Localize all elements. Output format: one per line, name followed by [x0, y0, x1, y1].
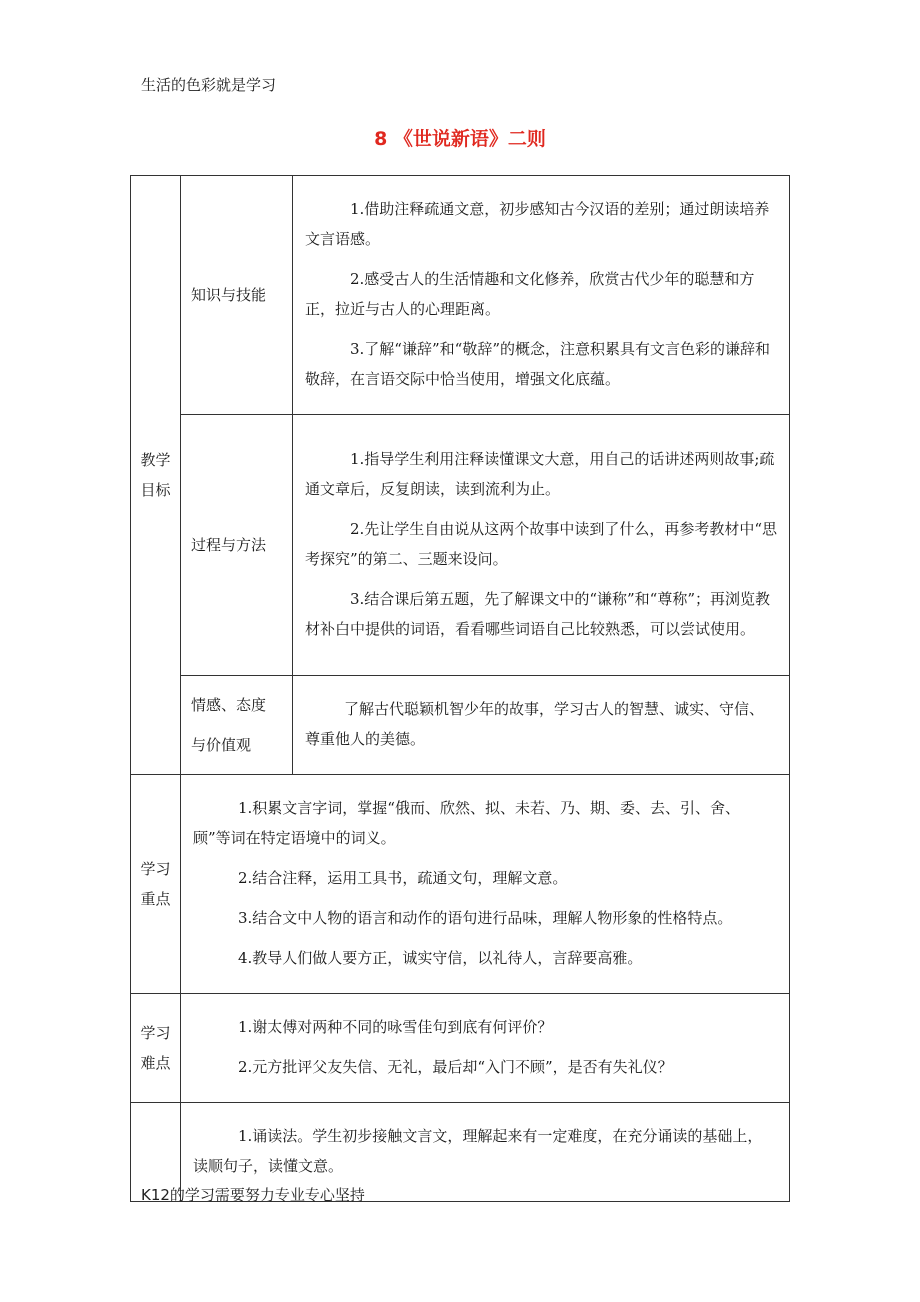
page-header: 生活的色彩就是学习	[141, 76, 277, 94]
key-point-item: 1.积累文言字词，掌握“俄而、欣然、拟、未若、乃、期、委、去、引、舍、顾”等词在特定语境中的词义。	[193, 799, 740, 847]
knowledge-content	[293, 176, 790, 415]
objective-knowledge-row	[131, 176, 790, 415]
lesson-title: 8 《世说新语》二则	[374, 128, 546, 150]
method-item: 1.诵读法。学生初步接触文言文，理解起来有一定难度，在充分诵读的基础上，读顺句子，读懂文意。	[193, 1127, 763, 1175]
lesson-plan-table	[130, 175, 790, 1202]
knowledge-item: 1.借助注释疏通文意，初步感知古今汉语的差别；通过朗读培养文言语感。	[305, 200, 770, 248]
difficulties-row	[131, 994, 790, 1103]
emotion-label-line1: 情感、态度	[191, 696, 267, 714]
key-points-content	[181, 775, 790, 994]
emotion-content	[293, 676, 790, 775]
knowledge-item: 2.感受古人的生活情趣和文化修养，欣赏古代少年的聪慧和方正，拉近与古人的心理距离。	[305, 270, 755, 318]
difficulties-category-line1: 学习	[140, 1024, 171, 1042]
knowledge-label: 知识与技能	[181, 176, 293, 415]
key-points-category-line2: 重点	[140, 890, 171, 908]
emotion-item: 了解古代聪颖机智少年的故事，学习古人的智慧、诚实、守信、尊重他人的美德。	[305, 700, 765, 748]
key-point-item: 2.结合注释，运用工具书，疏通文句，理解文意。	[238, 869, 568, 887]
knowledge-item: 3.了解“谦辞”和“敬辞”的概念，注意积累具有文言色彩的谦辞和敬辞，在言语交际中恰当使用，增强文化底蕴。	[305, 340, 770, 388]
key-points-category-line1: 学习	[140, 860, 171, 878]
process-content	[293, 415, 790, 676]
objectives-category-line2: 目标	[140, 481, 171, 499]
difficulties-category-line2: 难点	[140, 1054, 171, 1072]
process-label: 过程与方法	[181, 415, 293, 676]
objective-emotion-row	[131, 676, 790, 775]
objectives-category	[131, 176, 181, 775]
page-footer: K12的学习需要努力专业专心坚持	[141, 1186, 365, 1204]
process-item: 2.先让学生自由说从这两个故事中读到了什么，再参考教材中“思考探究”的第二、三题来设问。	[305, 520, 777, 568]
difficulty-item: 2.元方批评父友失信、无礼，最后却“入门不顾”，是否有失礼仪？	[238, 1058, 673, 1076]
difficulties-content	[181, 994, 790, 1103]
difficulty-item: 1.谢太傅对两种不同的咏雪佳句到底有何评价？	[238, 1018, 553, 1036]
process-item: 1.指导学生利用注释读懂课文大意，用自己的话讲述两则故事;疏通文章后，反复朗读，读到流利为止。	[305, 450, 775, 498]
process-item: 3.结合课后第五题，先了解课文中的“谦称”和“尊称”；再浏览教材补白中提供的词语，看看哪些词语自己比较熟悉，可以尝试使用。	[305, 590, 770, 638]
difficulties-category	[131, 994, 181, 1103]
objectives-category-line1: 教学	[140, 451, 171, 469]
emotion-label	[181, 676, 293, 775]
emotion-label-line2: 与价值观	[191, 736, 252, 754]
key-point-item: 4.教导人们做人要方正，诚实守信，以礼待人，言辞要高雅。	[238, 949, 643, 967]
key-points-row	[131, 775, 790, 994]
key-points-category	[131, 775, 181, 994]
key-point-item: 3.结合文中人物的语言和动作的语句进行品味，理解人物形象的性格特点。	[238, 909, 733, 927]
objective-process-row	[131, 415, 790, 676]
